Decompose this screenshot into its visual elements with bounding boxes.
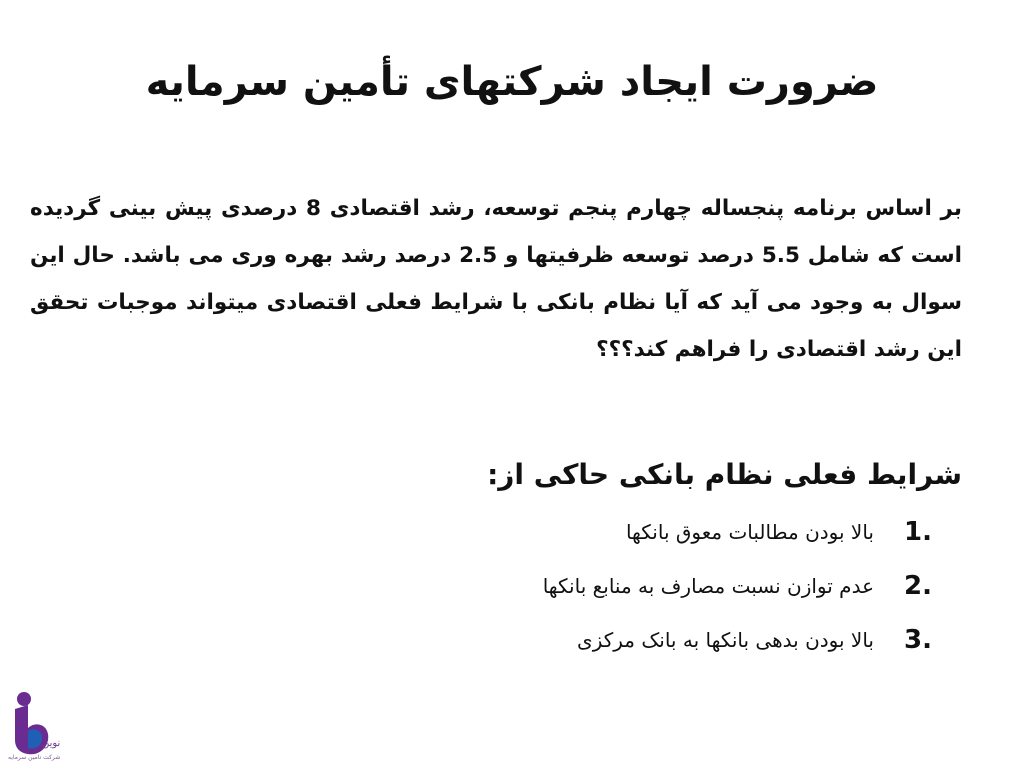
- list-item-text: بالا بودن مطالبات معوق بانکها: [625, 520, 874, 544]
- body-paragraph: بر اساس برنامه پنجساله چهارم پنجم توسعه، رشد اقتصادی 8 درصدی پیش بینی گردیده است که شامل 5.5 درصد توسعه ظرفیتها و 2.5 درصد رشد بهره وری می باشد. حال این سوال به وجود می آید که آیا نظام بانکی با شرایط فعلی اقتصادی میتواند موجبات تحقق این رشد اقتصادی را فراهم کند؟؟؟: [30, 196, 962, 362]
- section-heading: شرایط فعلی نظام بانکی حاکی از:: [487, 458, 962, 491]
- list-item: [542, 566, 932, 620]
- list-item-number: 1.: [904, 517, 932, 547]
- numbered-list: [542, 512, 932, 674]
- list-item-text: بالا بودن بدهی بانکها به بانک مرکزی: [577, 628, 874, 652]
- list-item-number: 2.: [904, 571, 932, 601]
- list-item-text: عدم توازن نسبت مصارف به منابع بانکها: [542, 574, 874, 598]
- list-item-number: 3.: [904, 625, 932, 655]
- logo-dot: [17, 692, 31, 706]
- logo-name: نوین: [42, 738, 61, 749]
- list-item: [543, 512, 932, 566]
- slide-title: ضرورت ایجاد شرکتهای تأمین سرمایه: [145, 59, 879, 105]
- company-logo-icon: [6, 690, 78, 764]
- list-item: [543, 620, 932, 674]
- logo-tagline: شرکت تامین سرمایه: [8, 754, 61, 761]
